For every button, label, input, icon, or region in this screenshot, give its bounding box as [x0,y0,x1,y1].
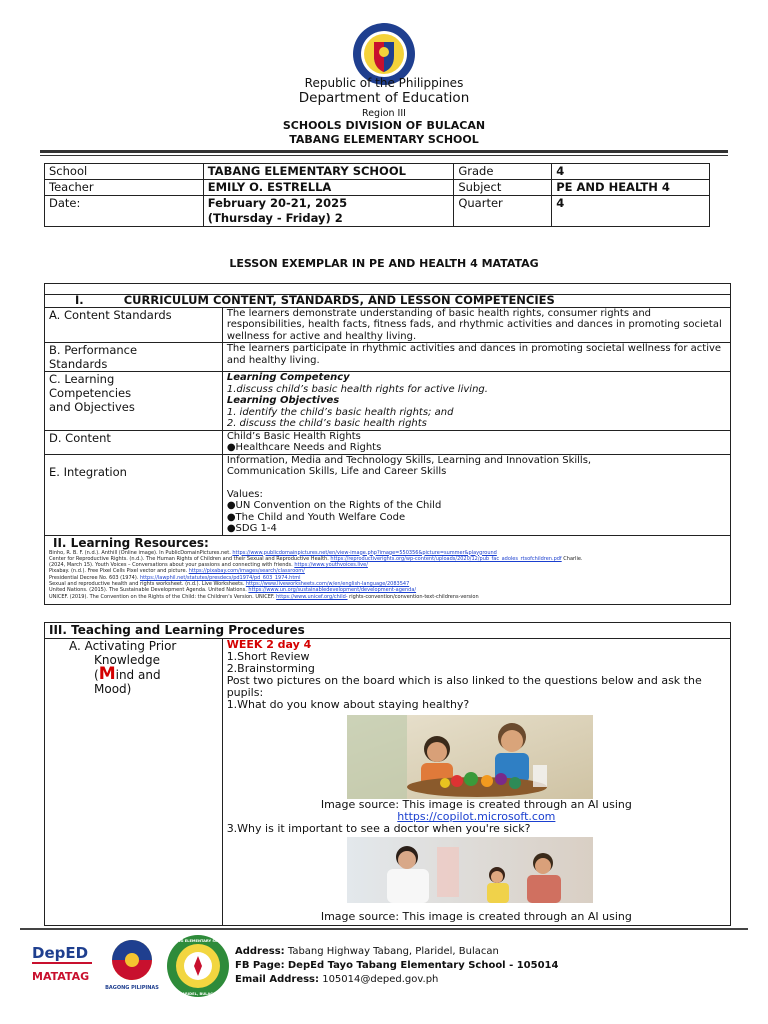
grade-label: Grade [454,164,552,180]
resource-text: Binho, R. B. F. (n.d.). Anthill (Online image). In PublicDomainPictures.net. [49,549,231,556]
resource-text: United Nations. (2015). The Sustainable Development Agenda. United Nations. [49,587,247,594]
table-row [45,164,710,180]
division-text: SCHOOLS DIVISION OF BULACAN [282,119,486,132]
competencies-label [45,372,223,431]
school-seal-bottom-text: PLARIDEL, BULACAN [177,992,219,996]
resource-text: Charlie. [563,555,583,562]
email-value: 105014@deped.gov.ph [322,974,439,985]
resource-text: Pixabay. (n.d.). Free Pixel Cells Pixel vector and picture. [49,568,188,575]
label-line: B. Performance [49,343,138,357]
resource-link[interactable]: https://www.liveworksheets.com/w/en/english-language/2083547 [245,580,410,587]
resource-link[interactable]: https://www.publicdomainpictures.net/en/view-image.php?image=550356&picture=summer&playground [232,549,497,556]
values-item: ●The Child and Youth Welfare Code [226,511,406,523]
label-line: Knowledge [94,653,160,667]
subject-label: Subject [454,180,552,196]
school-name-header: TABANG ELEMENTARY SCHOOL [289,133,479,146]
footer-address [235,946,499,957]
activating-prior-knowledge-content [222,639,730,926]
school-value: TABANG ELEMENTARY SCHOOL [203,164,454,180]
values-label: Values: [226,488,263,500]
values-item: ●SDG 1-4 [226,523,277,534]
deped-matatag-logo [30,940,94,988]
procedures-table [44,622,731,926]
department-text: Department of Education [298,90,470,106]
table-row [45,454,731,535]
info-table [44,163,710,227]
quarter-label: Quarter [454,196,552,227]
fb-label: FB Page: [235,960,285,971]
table-row [45,623,731,639]
question-item: 1.What do you know about staying healthy? [226,698,470,711]
resource-text: rights-convention/convention-text-childrens-version [349,593,479,600]
performance-standards-text: The learners participate in rhythmic activities and dances in promoting societal wellness for active and healthy living. [222,343,730,372]
procedures-title: III. Teaching and Learning Procedures [45,623,731,639]
week-label: WEEK 2 day 4 [226,638,312,651]
table-row [45,639,731,926]
resource-text: (2024, March 15). Youth Voices – Conversations about your passions and connecting with friends. [49,562,293,569]
table-row [45,535,731,604]
section-title: CURRICULUM CONTENT, STANDARDS, AND LESSON COMPETENCIES [123,293,555,307]
header-divider [40,150,728,153]
step-item: 1.Short Review [226,650,310,663]
school-label: School [45,164,204,180]
resource-text: UNICEF. (2019). The Convention on the Rights of the Child: the Children's Version. UNICEF. [49,593,275,600]
date-line-1: February 20-21, 2025 [207,196,348,210]
content-line: Child’s Basic Health Rights [226,430,361,442]
question-item: 3.Why is it important to see a doctor when you're sick? [226,822,531,835]
republic-text: Republic of the Philippines [304,76,464,90]
section-heading [45,295,731,308]
table-row [45,430,731,454]
integration-line: Information, Media and Technology Skills, Learning and Innovation Skills, [226,454,592,466]
region-text: Region III [362,108,406,119]
resource-text: Sexual and reproductive health and rights worksheet. (n.d.). Live Worksheets. [49,580,245,587]
resource-link[interactable]: https://pixabay.com/images/search/classroom/ [188,568,305,575]
school-seal-text: TABANG ELEMENTARY SCHOOL [167,939,229,943]
instruction-line: Post two pictures on the board which is also linked to the questions below and ask the [226,674,702,687]
resource-link[interactable]: https://www.unicef.org/child- [276,593,348,600]
header-divider-thin [40,155,728,156]
image-source-text: Image source: This image is created through an AI using [320,798,632,811]
content-text [222,430,730,454]
teacher-value: EMILY O. ESTRELLA [203,180,454,196]
email-label: Email Address: [235,974,320,985]
address-value: Tabang Highway Tabang, Plaridel, Bulacan [287,946,499,957]
table-row [45,372,731,431]
content-standards-label: A. Content Standards [45,307,223,343]
image-source-text: Image source: This image is created through an AI using [320,910,632,923]
instruction-line: pupils: [226,686,264,699]
footer-email [235,974,438,985]
label-line: A. Activating Prior [69,639,177,653]
fb-value: DepEd Tayo Tabang Elementary School - 105014 [287,960,559,971]
address-label: Address: [235,946,285,957]
integration-label [45,454,223,535]
table-row [45,180,710,196]
date-label: Date: [45,196,204,227]
lesson-title: LESSON EXEMPLAR IN PE AND HEALTH 4 MATATAG [229,257,539,270]
resources-list [49,550,726,600]
label-line [69,664,218,684]
paren: ( [94,668,99,682]
matatag-text: MATATAG [32,970,90,983]
footer-fb [235,960,558,971]
footer-divider [20,928,748,930]
image-source-link[interactable]: https://copilot.microsoft.com [397,810,556,823]
content-line: ●Healthcare Needs and Rights [226,442,382,453]
lo-item: 2. discuss the child’s basic health rights [226,418,427,429]
learning-resources-title: II. Learning Resources: [53,535,209,550]
label-line: Standards [49,357,108,371]
kids-with-vegetables-image [347,715,593,799]
integration-text [222,454,730,535]
big-m-letter: M [98,664,116,684]
date-value [203,196,454,227]
curriculum-table [44,283,731,605]
learning-resources-cell [45,535,731,604]
resource-text: Center for Reproductive Rights. (n.d.). The Human Rights of Children and their Sexual and Reproductive Health. [49,555,329,562]
lc-item: 1.discuss child’s basic health rights for active living. [226,383,488,395]
section-number: I. [75,293,84,307]
table-row [45,295,731,308]
label-line: Competencies [49,386,132,400]
lo-item: 1. identify the child’s basic health rights; and [226,406,454,418]
values-item: ●UN Convention on the Rights of the Child [226,500,442,511]
bagong-pilipinas-logo [102,938,162,992]
resource-link[interactable]: https://www.youthvoices.live/ [294,562,368,569]
label-text: ind and [115,668,161,682]
table-row [45,196,710,227]
resource-link[interactable]: https://www.un.org/sustainabledevelopment/development-agenda/ [248,587,417,594]
competencies-text [222,372,730,431]
school-seal-logo [166,934,230,998]
date-line-2: (Thursday - Friday) 2 [207,211,343,225]
label-line: and Objectives [49,400,135,414]
step-item: 2.Brainstorming [226,662,315,675]
content-label: D. Content [45,430,223,454]
table-row [45,343,731,372]
quarter-value: 4 [552,196,710,227]
grade-value: 4 [552,164,710,180]
lc-heading: Learning Competency [226,372,350,383]
resource-text: Presidential Decree No. 603 (1974). [49,574,139,581]
resource-link[interactable]: https://reproductiverights.org/wp-content/uploads/2020/12/pub_fac_adoles_rtsofchildren.pdf [330,555,562,562]
label-line: Mood) [94,682,132,696]
table-row [45,307,731,343]
label-line: E. Integration [49,464,127,479]
lo-heading: Learning Objectives [226,395,340,406]
deped-logo-text: DepED [32,944,89,962]
subject-value: PE AND HEALTH 4 [552,180,710,196]
resource-link[interactable]: https://lawphil.net/statutes/presdecs/pd1974/pd_603_1974.html [139,574,301,581]
activating-prior-knowledge-label [45,639,223,926]
label-line: C. Learning [49,372,115,386]
performance-standards-label [45,343,223,372]
doctor-with-child-image [347,837,593,903]
content-standards-text: The learners demonstrate understanding of basic health rights, consumer rights and responsibilities, health facts, fitness fads, and rhythmic activities and dances in promoting societal wellness for active and healthy living. [222,307,730,343]
integration-line: Communication Skills, Life and Career Skills [226,466,447,477]
teacher-label: Teacher [45,180,204,196]
bagong-pilipinas-text: BAGONG PILIPINAS [105,985,159,991]
